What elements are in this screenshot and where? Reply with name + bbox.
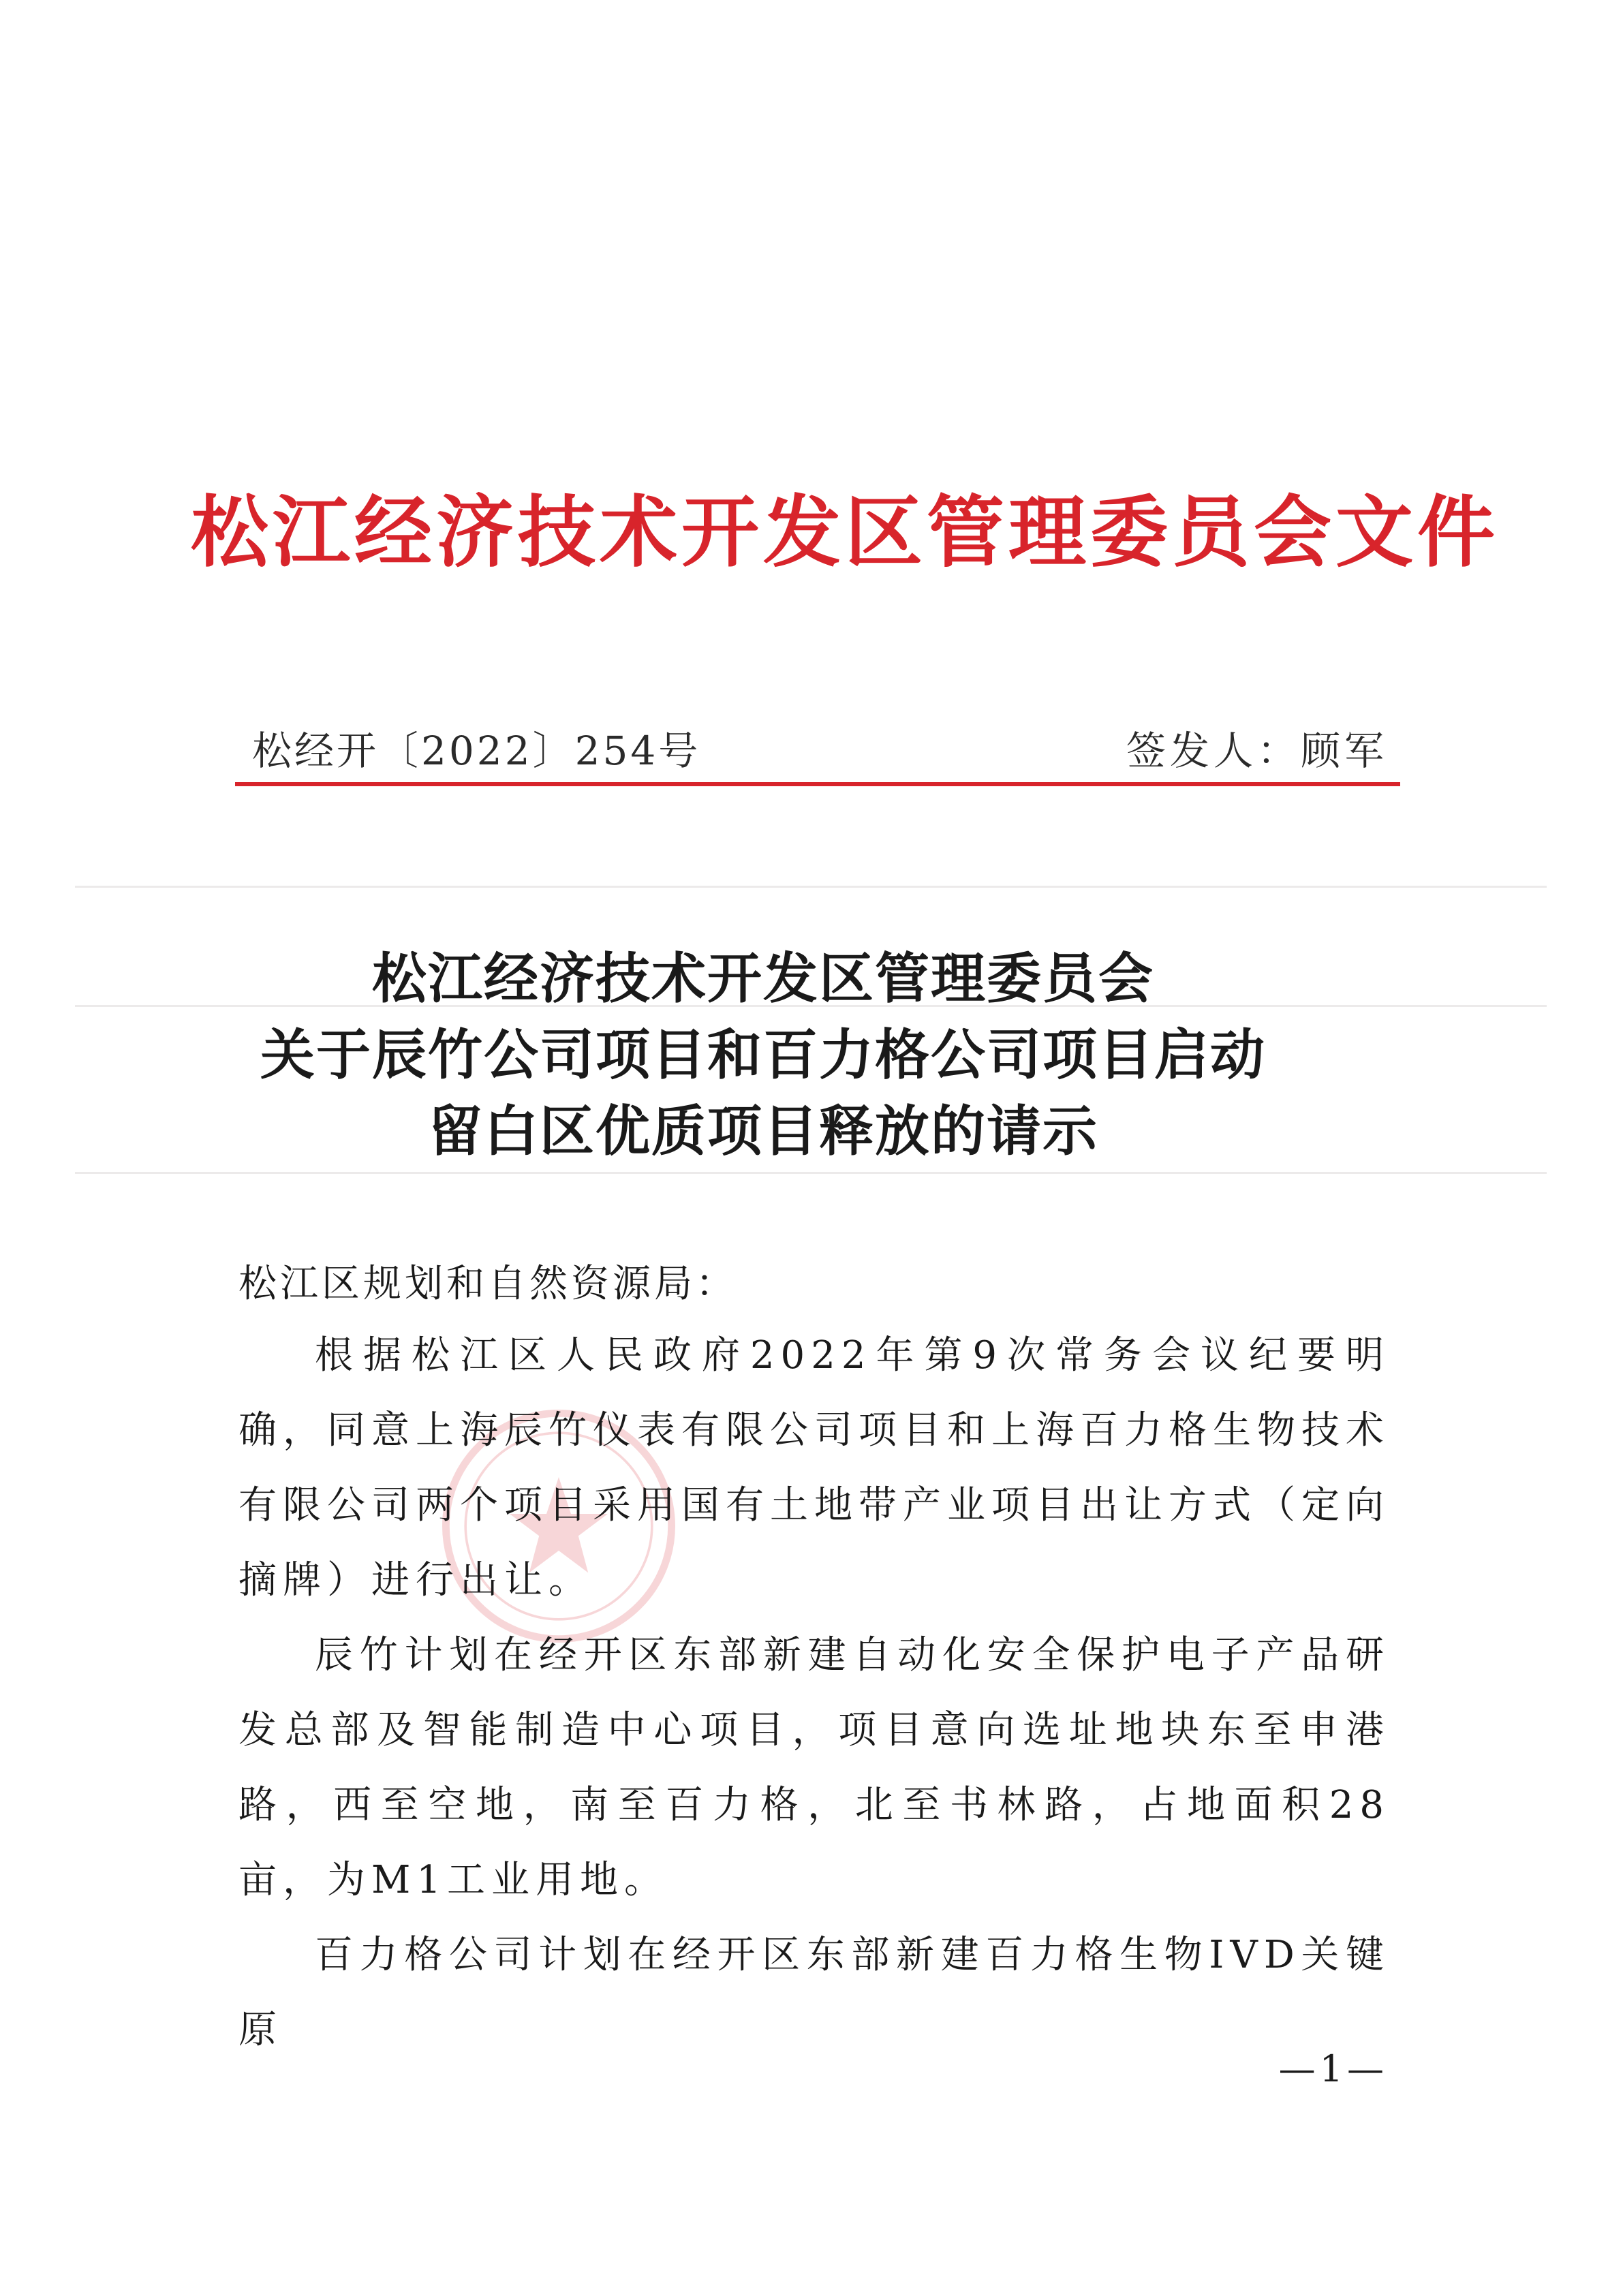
signer: 签发人：顾军 <box>1126 728 1388 774</box>
scan-artifact-line <box>75 886 1547 888</box>
body-paragraph: 根据松江区人民政府2022年第9次常务会议纪要明确，同意上海辰竹仪表有限公司项目和上海百力格生物技术有限公司两个项目采用国有土地带产业项目出让方式（定向摘牌）进行出让。 <box>238 1333 1390 1602</box>
red-divider-line <box>235 782 1400 786</box>
title-line-3: 留白区优质项目释放的请示 <box>428 1099 1098 1163</box>
title-line-1: 松江经济技术开发区管理委员会 <box>372 946 1154 1010</box>
document-masthead: 松江经济技术开发区管理委员会文件 <box>191 486 1500 578</box>
document-number: 松经开〔2022〕254号 <box>252 728 701 774</box>
body-paragraph: 辰竹计划在经开区东部新建自动化安全保护电子产品研发总部及智能制造中心项目，项目意向选址地块东至申港路，西至空地，南至百力格，北至书林路，占地面积28亩，为M1工业用地。 <box>238 1633 1390 1902</box>
addressee: 松江区规划和自然资源局： <box>238 1262 737 1306</box>
body-paragraph: 百力格公司计划在经开区东部新建百力格生物IVD关键原 <box>238 1933 1390 2052</box>
title-line-2: 关于辰竹公司项目和百力格公司项目启动 <box>260 1023 1266 1087</box>
document-title <box>204 940 1322 1169</box>
page-number: —1— <box>1278 2047 1388 2090</box>
scan-artifact-line <box>75 1172 1547 1174</box>
